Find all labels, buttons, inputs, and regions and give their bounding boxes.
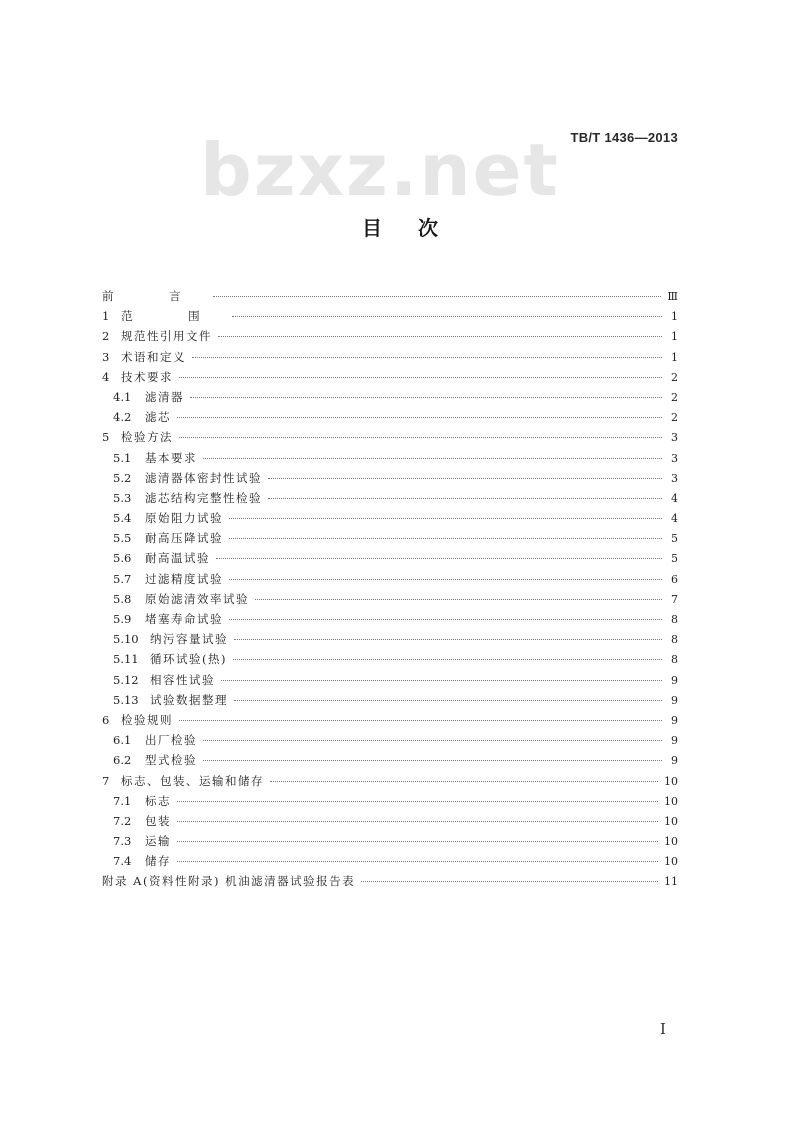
toc-entry[interactable]	[102, 670, 678, 690]
toc-entry[interactable]	[102, 831, 678, 851]
toc-entry[interactable]	[102, 609, 678, 629]
toc-entry-label: 标志、包装、运输和储存	[121, 773, 264, 788]
toc-entry-page: 5	[671, 532, 678, 546]
toc-entry[interactable]	[102, 569, 678, 589]
toc-entry-number: 1	[102, 309, 110, 324]
toc-entry[interactable]	[102, 326, 678, 346]
dot-leader	[216, 557, 662, 559]
toc-entry-label: 范 围	[121, 309, 226, 324]
toc-entry[interactable]	[102, 286, 678, 306]
dot-leader	[255, 598, 662, 600]
dot-leader	[221, 679, 662, 681]
toc-entry-page: 8	[671, 653, 678, 667]
toc-entry-number: 5.4	[113, 511, 132, 526]
toc-entry-label: 过滤精度试验	[145, 571, 223, 586]
toc-entry-number: 4	[102, 369, 110, 384]
toc-entry-page: 10	[664, 814, 678, 828]
toc-entry[interactable]	[102, 347, 678, 367]
table-of-contents	[102, 286, 678, 892]
toc-entry-label: 试验数据整理	[150, 692, 228, 707]
toc-entry-label: 滤清器	[145, 389, 184, 404]
dot-leader	[177, 820, 658, 822]
toc-entry-page: 9	[671, 693, 678, 707]
dot-leader	[177, 800, 658, 802]
dot-leader	[232, 315, 662, 317]
toc-entry-number: 4.1	[113, 389, 132, 404]
toc-entry[interactable]	[102, 871, 678, 891]
toc-entry-label: 滤芯结构完整性检验	[145, 490, 262, 505]
toc-entry-number: 5.10	[113, 632, 139, 647]
toc-entry-label: 型式检验	[145, 753, 197, 768]
toc-entry-page: 4	[671, 491, 678, 505]
dot-leader	[203, 739, 662, 741]
toc-entry-page: 9	[671, 673, 678, 687]
toc-entry[interactable]	[102, 387, 678, 407]
dot-leader	[229, 517, 662, 519]
toc-entry[interactable]	[102, 589, 678, 609]
toc-entry[interactable]	[102, 710, 678, 730]
toc-entry-number: 7	[102, 773, 110, 788]
toc-entry-label: 滤清器体密封性试验	[145, 470, 262, 485]
toc-entry-label: 检验方法	[121, 430, 173, 445]
watermark: bzxz.net	[200, 128, 560, 212]
dot-leader	[179, 719, 662, 721]
toc-entry-label: 规范性引用文件	[121, 329, 212, 344]
toc-entry-label: 前 言	[102, 289, 207, 303]
toc-entry-number: 4.2	[113, 410, 132, 425]
toc-entry[interactable]	[102, 468, 678, 488]
toc-entry-page: 2	[671, 411, 678, 425]
toc-entry-number: 5.3	[113, 490, 132, 505]
dot-leader	[229, 618, 662, 620]
toc-entry-page: 5	[671, 552, 678, 566]
toc-entry-page: 2	[671, 390, 678, 404]
toc-entry-page: 9	[671, 734, 678, 748]
toc-entry-page: 8	[671, 613, 678, 626]
dot-leader	[177, 840, 658, 842]
dot-leader	[179, 436, 662, 438]
dot-leader	[192, 356, 662, 358]
toc-entry-page: 10	[664, 855, 678, 869]
toc-entry-page: 3	[671, 451, 678, 465]
toc-entry[interactable]	[102, 528, 678, 548]
toc-entry-label: 相容性试验	[150, 672, 215, 687]
toc-entry-number: 6.2	[113, 753, 132, 768]
toc-entry-number: 7.1	[113, 793, 132, 808]
toc-entry[interactable]	[102, 730, 678, 750]
toc-entry-page: Ⅲ	[667, 290, 678, 303]
toc-entry-label: 术语和定义	[121, 349, 186, 364]
toc-entry-page: 6	[671, 572, 678, 586]
dot-leader	[218, 335, 662, 337]
toc-entry-label: 循环试验(热)	[150, 652, 227, 667]
toc-entry-number: 5.11	[113, 652, 139, 667]
dot-leader	[234, 699, 662, 701]
page-number: I	[660, 1020, 666, 1038]
toc-entry-number: 6	[102, 712, 110, 727]
dot-leader	[203, 759, 662, 761]
toc-entry-label: 储存	[145, 854, 171, 869]
toc-entry-label: 耐高温试验	[145, 551, 210, 566]
toc-entry-number: 6.1	[113, 733, 132, 748]
toc-entry[interactable]	[102, 427, 678, 447]
toc-entry-page: 10	[664, 794, 678, 808]
dot-leader	[203, 457, 662, 459]
toc-entry-label: 技术要求	[121, 369, 173, 384]
toc-entry-page: 2	[671, 370, 678, 384]
toc-entry-label: 耐高压降试验	[145, 531, 223, 546]
toc-entry-page: 9	[671, 754, 678, 768]
dot-leader	[177, 860, 658, 862]
toc-entry-label: 检验规则	[121, 712, 173, 727]
toc-entry-page: 1	[671, 310, 678, 324]
toc-entry[interactable]	[102, 791, 678, 811]
toc-entry-page: 1	[671, 350, 678, 364]
toc-title: 目次	[362, 216, 474, 240]
toc-entry[interactable]	[102, 811, 678, 831]
toc-entry-label: 纳污容量试验	[150, 632, 228, 647]
toc-entry[interactable]	[102, 750, 678, 770]
toc-entry-label: 包装	[145, 813, 171, 828]
toc-entry[interactable]	[102, 690, 678, 710]
toc-entry-page: 10	[664, 835, 678, 849]
toc-entry-label: 原始阻力试验	[145, 511, 223, 526]
toc-entry-label: 滤芯	[145, 410, 171, 425]
dot-leader	[233, 658, 662, 660]
toc-entry-number: 5.1	[113, 450, 132, 465]
standard-code: TB/T 1436—2013	[570, 130, 678, 145]
toc-entry-number: 5.9	[113, 612, 132, 626]
toc-entry-number: 5	[102, 430, 110, 445]
dot-leader	[179, 376, 662, 378]
toc-entry-number: 2	[102, 329, 110, 344]
toc-entry-number: 5.8	[113, 591, 132, 606]
toc-entry-number: 5.12	[113, 672, 139, 687]
toc-entry-page: 11	[664, 875, 678, 889]
toc-entry[interactable]	[102, 508, 678, 528]
toc-entry-label: 原始滤清效率试验	[145, 591, 249, 606]
dot-leader	[361, 880, 658, 882]
toc-entry-number: 3	[102, 349, 110, 364]
toc-entry-number: 7.2	[113, 813, 132, 828]
toc-entry-page: 9	[671, 713, 678, 727]
dot-leader	[270, 780, 658, 782]
toc-entry-number: 5.2	[113, 470, 132, 485]
toc-entry-number: 5.5	[113, 531, 132, 546]
toc-entry-label: 标志	[145, 793, 171, 808]
dot-leader	[190, 396, 662, 398]
dot-leader	[213, 295, 662, 297]
toc-entry-page: 3	[671, 471, 678, 485]
toc-entry[interactable]	[102, 851, 678, 871]
dot-leader	[177, 416, 662, 418]
toc-entry-page: 7	[671, 592, 678, 606]
toc-entry-number: 7.4	[113, 854, 132, 869]
toc-entry[interactable]	[102, 306, 678, 326]
dot-leader	[268, 497, 662, 499]
toc-entry[interactable]	[102, 488, 678, 508]
toc-entry[interactable]	[102, 771, 678, 791]
toc-entry-number: 5.6	[113, 551, 132, 566]
toc-entry[interactable]	[102, 649, 678, 669]
toc-entry-label: 堵塞寿命试验	[145, 612, 223, 626]
toc-entry[interactable]	[102, 367, 678, 387]
toc-entry-page: 1	[671, 330, 678, 344]
toc-entry[interactable]	[102, 629, 678, 649]
toc-entry-number: 7.3	[113, 834, 132, 849]
toc-entry-number: 5.13	[113, 692, 139, 707]
dot-leader	[268, 477, 662, 479]
dot-leader	[229, 537, 662, 539]
dot-leader	[229, 578, 662, 580]
toc-entry-page: 3	[671, 431, 678, 445]
toc-entry-label: 运输	[145, 834, 171, 849]
toc-entry[interactable]	[102, 448, 678, 468]
toc-entry-page: 4	[671, 512, 678, 526]
toc-entry-page: 8	[671, 633, 678, 647]
toc-entry-label: 附录 A(资料性附录) 机油滤清器试验报告表	[102, 874, 356, 889]
toc-entry[interactable]	[102, 548, 678, 568]
dot-leader	[234, 638, 662, 640]
toc-entry-page: 10	[664, 774, 678, 788]
toc-entry-number: 5.7	[113, 571, 132, 586]
toc-entry-label: 出厂检验	[145, 733, 197, 748]
toc-entry[interactable]	[102, 407, 678, 427]
toc-entry-label: 基本要求	[145, 450, 197, 465]
